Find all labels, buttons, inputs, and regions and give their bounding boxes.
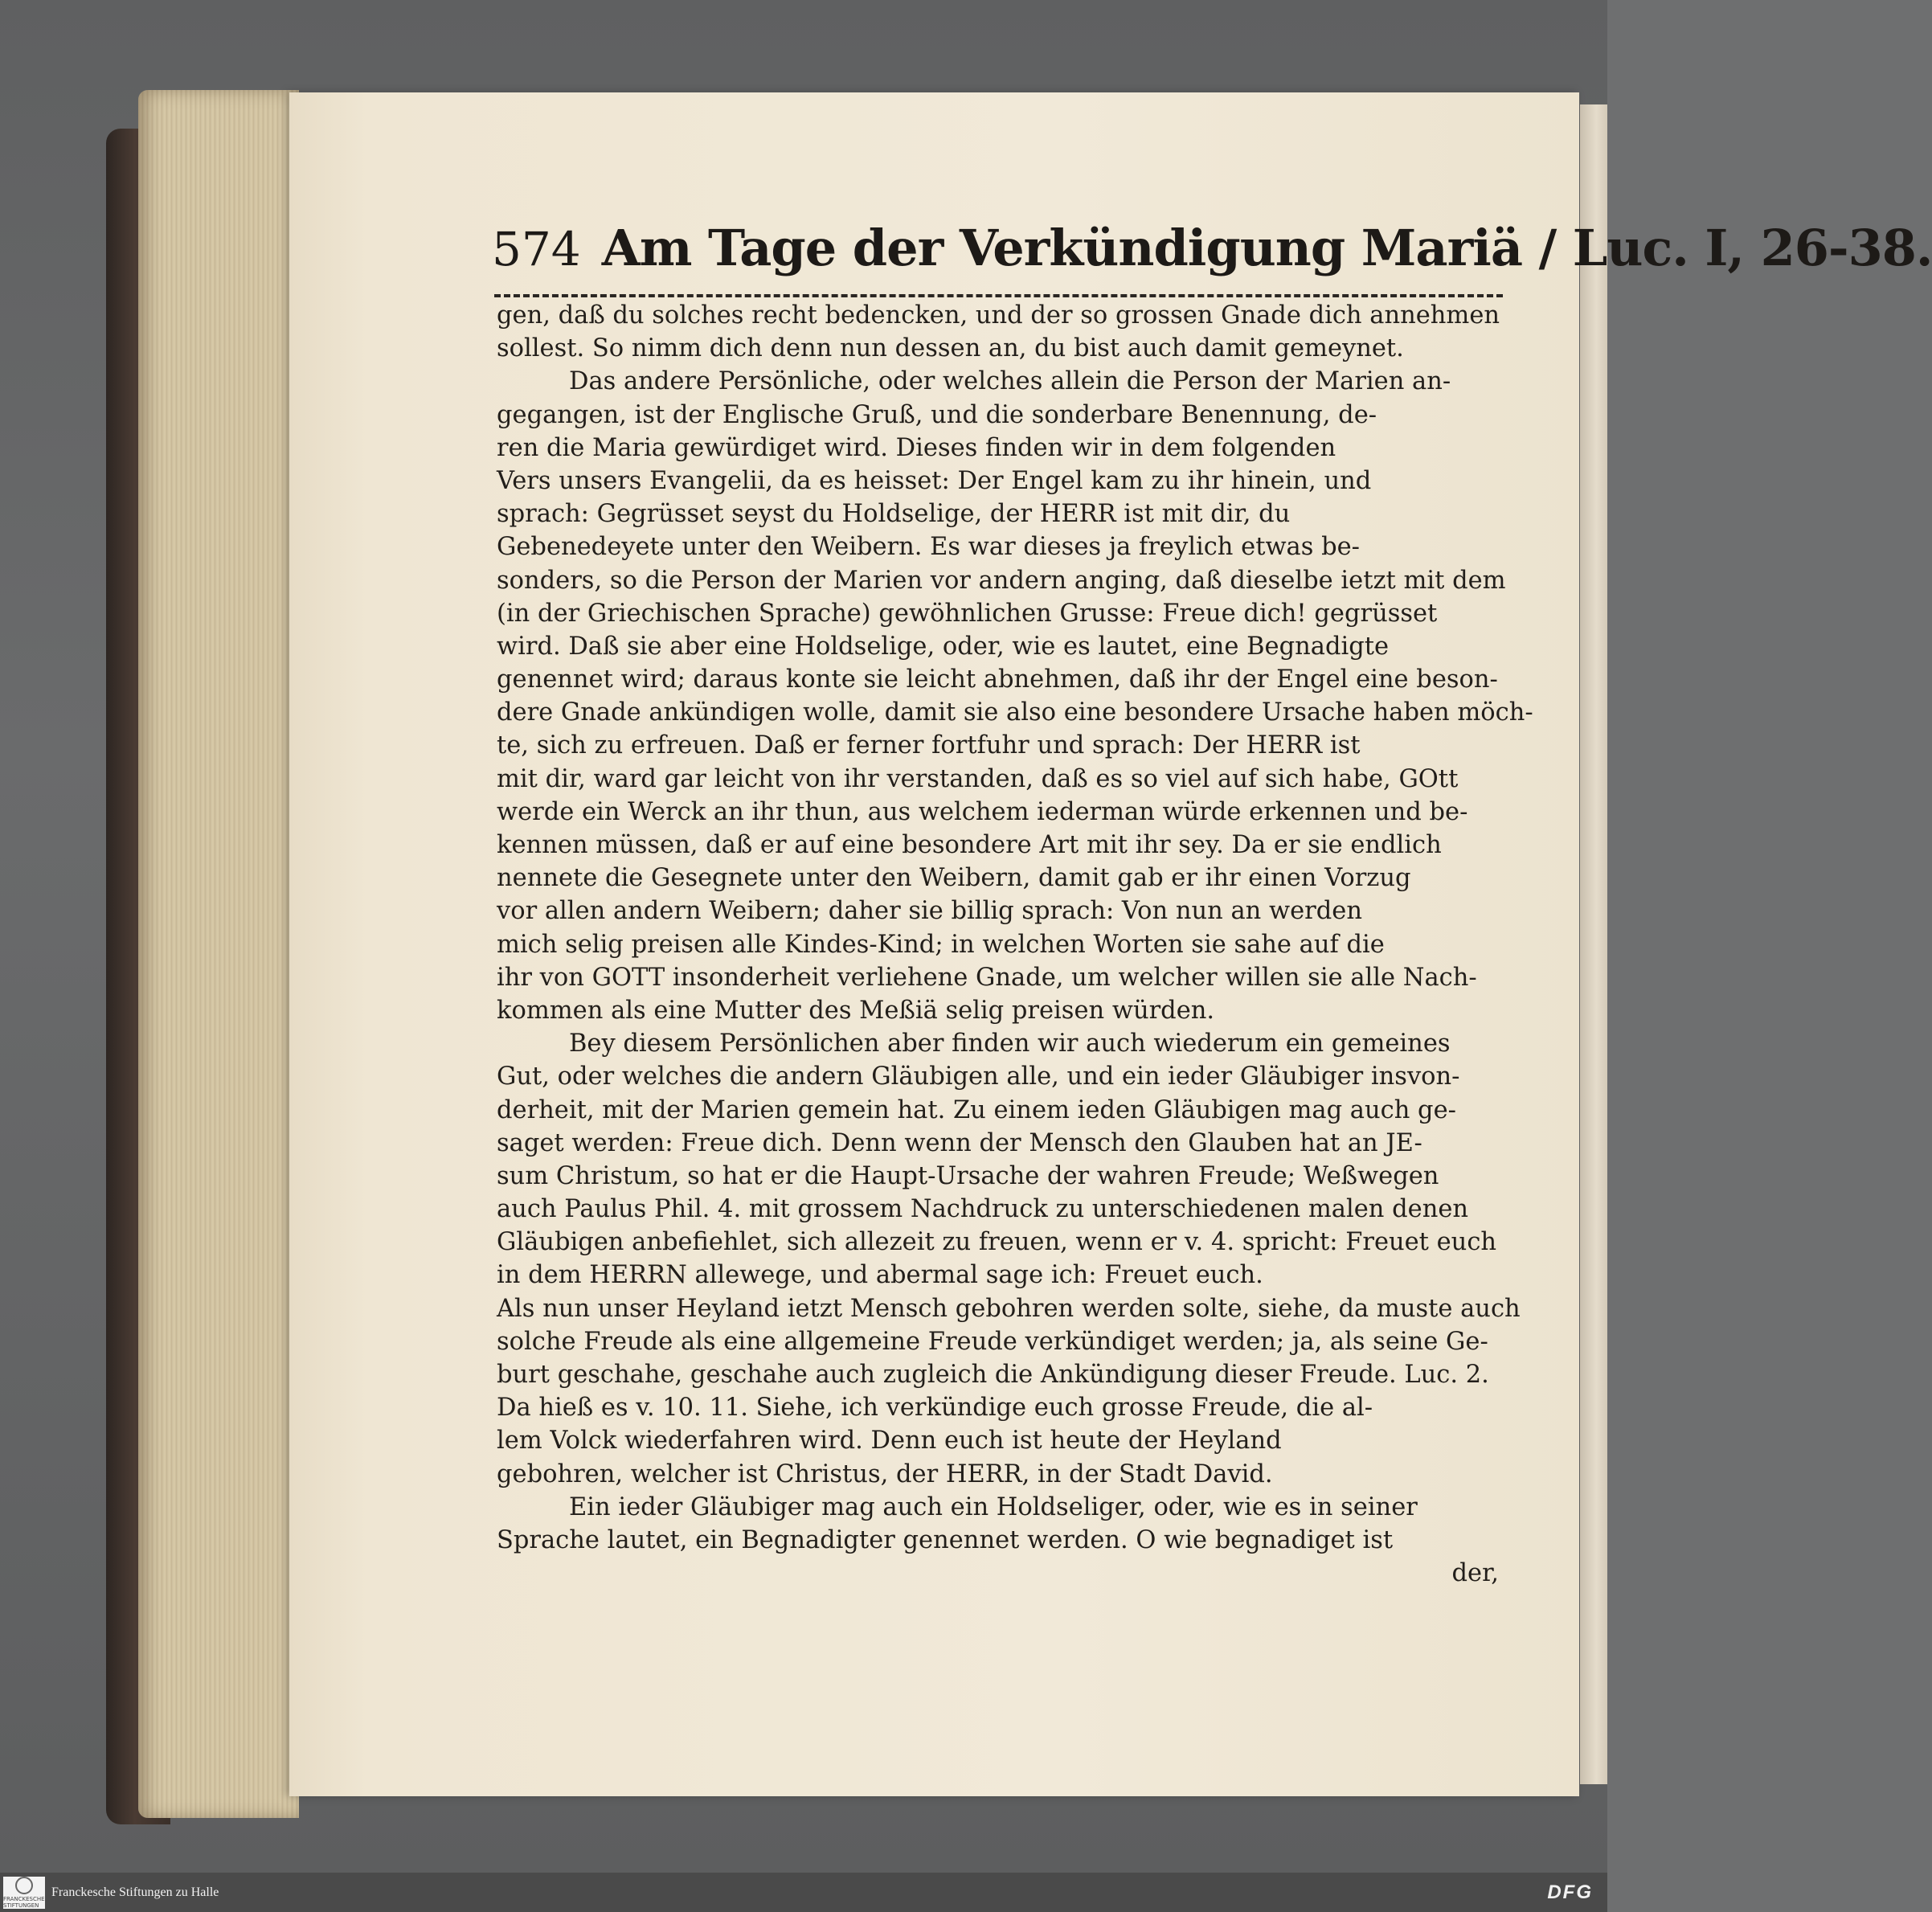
text-line: sollest. So nimm dich denn nun dessen an, du bist auch damit gemeynet. (497, 334, 1404, 363)
text-line: kommen als eine Mutter des Meßiä selig preisen würden. (497, 996, 1215, 1025)
text-line: wird. Daß sie aber eine Holdselige, oder, wie es lautet, eine Begnadigte (497, 632, 1390, 661)
book-page-block (138, 90, 299, 1818)
text-line: lem Volck wiederfahren wird. Denn euch ist heute der Heyland (497, 1427, 1282, 1455)
text-line: sprach: Gegrüsset seyst du Holdselige, der HERR ist mit dir, du (497, 500, 1291, 529)
text-line: ren die Maria gewürdiget wird. Dieses finden wir in dem folgenden (497, 433, 1336, 462)
text-line: te, sich zu erfreuen. Daß er ferner fortfuhr und sprach: Der HERR ist (497, 731, 1361, 760)
text-line: Gut, oder welches die andern Gläubigen alle, und ein ieder Gläubiger insvon- (497, 1062, 1460, 1091)
text-line: kennen müssen, daß er auf eine besondere Art mit ihr sey. Da er sie endlich (497, 831, 1442, 859)
logo-text: FRANCKESCHE STIFTUNGEN (3, 1895, 45, 1909)
text-line: mit dir, ward gar leicht von ihr verstanden, daß es so viel auf sich habe, GOtt (497, 764, 1459, 793)
text-line: auch Paulus Phil. 4. mit grossem Nachdruck zu unterschiedenen malen denen (497, 1195, 1469, 1224)
logo-emblem-icon (15, 1877, 33, 1894)
text-line: Ein ieder Gläubiger mag auch ein Holdseliger, oder, wie es in seiner (569, 1492, 1418, 1521)
page-number: 574 (492, 222, 581, 276)
text-line: Gläubigen anbefiehlet, sich allezeit zu freuen, wenn er v. 4. spricht: Freuet euch (497, 1228, 1497, 1257)
text-line: Bey diesem Persönlichen aber finden wir auch wiederum ein gemeines (569, 1030, 1451, 1058)
viewer-footer (0, 1873, 1607, 1912)
institution-name: Franckesche Stiftungen zu Halle (51, 1885, 219, 1899)
text-line: Das andere Persönliche, oder welches allein die Person der Marien an- (569, 367, 1451, 396)
text-line: werde ein Werck an ihr thun, aus welchem iederman würde erkennen und be- (497, 797, 1468, 826)
text-line: vor allen andern Weibern; daher sie billig sprach: Von nun an werden (497, 897, 1362, 926)
text-line: Gebenedeyete unter den Weibern. Es war dieses ja freylich etwas be- (497, 533, 1360, 562)
text-line: sum Christum, so hat er die Haupt-Ursache der wahren Freude; Weßwegen (497, 1161, 1439, 1190)
text-line: nennete die Gesegnete unter den Weibern, damit gab er ihr einen Vorzug (497, 864, 1411, 893)
text-line: Da hieß es v. 10. 11. Siehe, ich verkündige euch grosse Freude, die al- (497, 1394, 1373, 1423)
text-line: ihr von GOTT insonderheit verliehene Gnade, um welcher willen sie alle Nach- (497, 963, 1477, 992)
text-line: dere Gnade ankündigen wolle, damit sie also eine besondere Ursache haben möch- (497, 698, 1533, 727)
text-line: burt geschahe, geschahe auch zugleich die Ankündigung dieser Freude. Luc. 2. (497, 1361, 1489, 1389)
text-line: genennet wird; daraus konte sie leicht abnehmen, daß ihr der Engel eine beson- (497, 665, 1498, 694)
funder-logo: DFG (1547, 1881, 1593, 1903)
catchword: der, (1451, 1559, 1499, 1588)
facing-page-edge (1580, 104, 1607, 1784)
text-line: (in der Griechischen Sprache) gewöhnlichen Grusse: Freue dich! gegrüsset (497, 599, 1438, 628)
page-body-text (497, 299, 1533, 1590)
text-line: sonders, so die Person der Marien vor andern anging, daß dieselbe ietzt mit dem (497, 566, 1506, 595)
text-line: Vers unsers Evangelii, da es heisset: Der Engel kam zu ihr hinein, und (497, 466, 1372, 495)
text-line: solche Freude als eine allgemeine Freude verkündiget werden; ja, als seine Ge- (497, 1327, 1488, 1356)
text-line: gebohren, welcher ist Christus, der HERR, in der Stadt David. (497, 1460, 1273, 1488)
text-line: gegangen, ist der Englische Gruß, und die sonderbare Benennung, de- (497, 400, 1377, 429)
text-line: saget werden: Freue dich. Denn wenn der Mensch den Glauben hat an JE- (497, 1128, 1422, 1157)
text-line: in dem HERRN allewege, und abermal sage ich: Freuet euch. (497, 1261, 1263, 1290)
text-line: Sprache lautet, ein Begnadigter genennet werden. O wie begnadiget ist (497, 1525, 1394, 1554)
text-line: Als nun unser Heyland ietzt Mensch gebohren werden solte, siehe, da muste auch (497, 1294, 1521, 1323)
text-line: gen, daß du solches recht bedencken, und der so grossen Gnade dich annehmen (497, 301, 1500, 330)
header-rule (494, 294, 1503, 297)
text-line: mich selig preisen alle Kindes-Kind; in welchen Worten sie sahe auf die (497, 930, 1385, 959)
text-line: derheit, mit der Marien gemein hat. Zu einem ieden Gläubigen mag auch ge- (497, 1095, 1456, 1124)
page-header (492, 219, 1932, 291)
institution-logo (3, 1877, 45, 1909)
running-title: Am Tage der Verkündigung Mariä / Luc. I, 26-38. (601, 219, 1932, 277)
